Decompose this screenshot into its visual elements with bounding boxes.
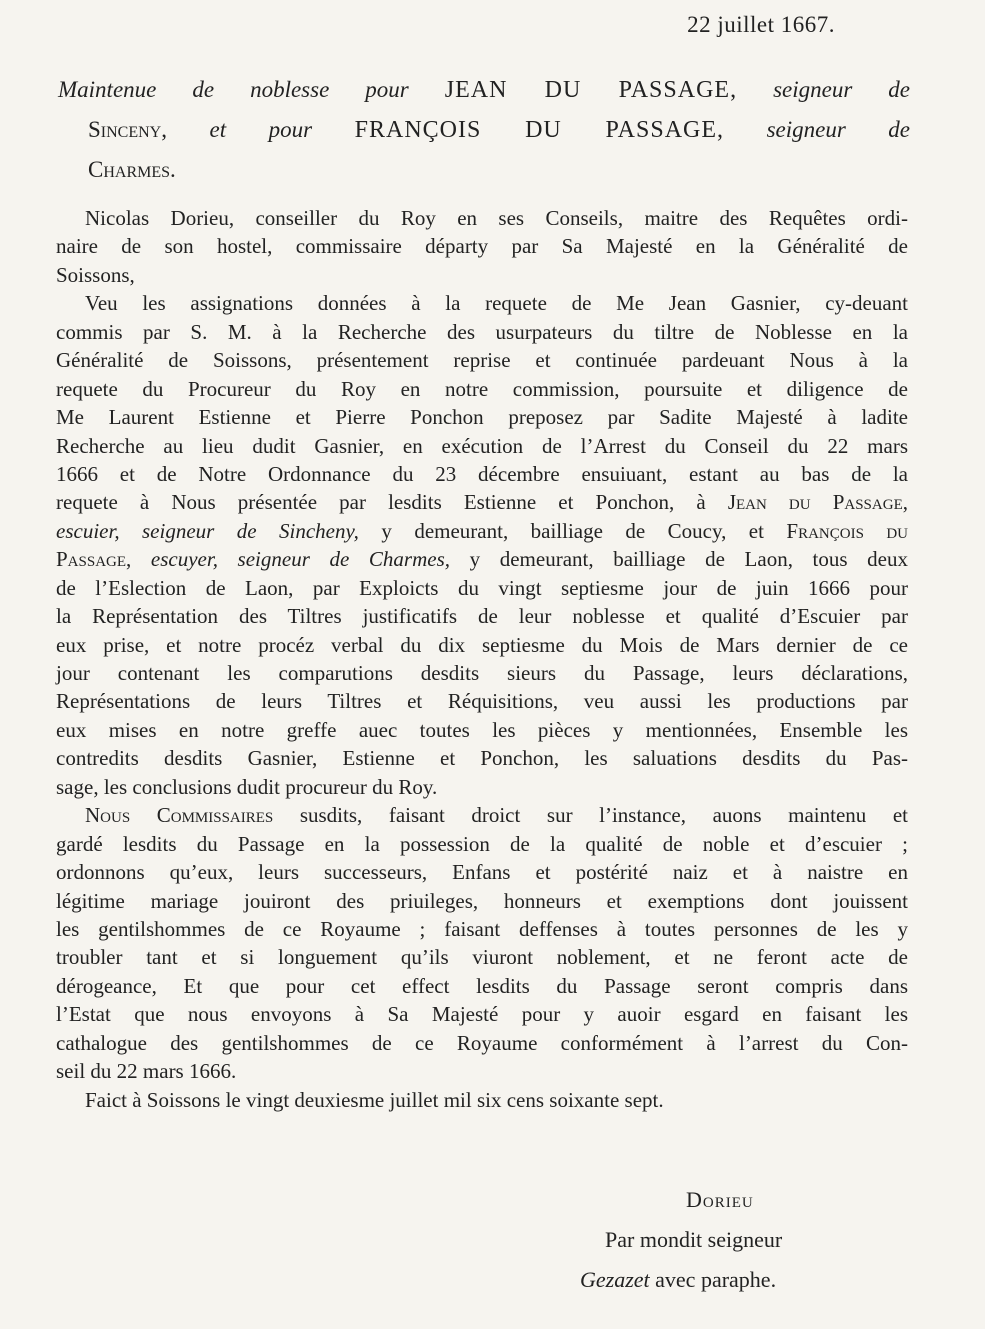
body-line: légitime mariage jouiront des priuileges, honneurs et exemptions dont jouissent [56, 888, 908, 913]
body-title-italic: escuyer, seigneur de Charmes, [150, 547, 450, 572]
body-text: y demeurant, bailliage de Coucy, et [381, 518, 764, 543]
body-line [56, 517, 908, 545]
body-commissaires: Nous Commissaires [85, 803, 274, 828]
heading-name-francois: FRANÇOIS DU PASSAGE, [354, 117, 725, 143]
heading-line-1 [58, 70, 910, 110]
document-heading [58, 70, 910, 190]
body-line: gardé lesdits du Passage en la possession de la qualité de noble et d’escuier ; [56, 831, 908, 856]
signature-paraphe-text: avec paraphe. [655, 1267, 777, 1292]
body-name-passage: Passage, [56, 547, 132, 572]
heading-line-3 [58, 150, 910, 190]
body-line: cathalogue des gentilshommes de ce Royaume conformément à l’arrest du Con- [56, 1030, 908, 1055]
signature-block [580, 1180, 880, 1300]
body-line: Généralité de Soissons, présentement reprise et continuée pardeuant Nous à la [56, 348, 908, 373]
body-line: seil du 22 mars 1666. [56, 1059, 237, 1084]
body-line: les gentilshommes de ce Royaume ; faisant deffenses à toutes personnes de les y [56, 916, 908, 941]
document-date: 22 juillet 1667. [687, 12, 835, 37]
heading-text: Maintenue de noblesse pour [58, 77, 409, 102]
body-line: naire de son hostel, commissaire départy par Sa Majesté en la Généralité de [56, 234, 908, 259]
body-line: 1666 et de Notre Ordonnance du 23 décembre ensuiuant, estant au bas de la [56, 461, 908, 486]
body-line: la Représentation des Tiltres justificatifs de leur noblesse et qualité d’Escuier par [56, 604, 908, 629]
heading-place-sinceny: Sinceny, [88, 117, 167, 142]
body-name-francois: François du [786, 518, 909, 543]
body-line [56, 488, 908, 516]
body-title-italic: escuier, seigneur de Sincheny, [56, 518, 359, 543]
body-line: troubler tant et si longuement qu’ils viuront noblement, et ne feront acte de [56, 945, 908, 970]
body-line: de l’Eslection de Laon, par Exploicts du vingt septiesme jour de juin 1666 pour [56, 575, 908, 600]
body-line [56, 801, 908, 829]
body-line: dérogeance, Et que pour cet effect lesdits du Passage seront compris dans [56, 973, 908, 998]
heading-text: seigneur de [766, 117, 911, 142]
signature-clerk-name: Gezazet [580, 1267, 650, 1292]
body-line: Nicolas Dorieu, conseiller du Roy en ses Conseils, maitre des Requêtes ordi- [85, 206, 908, 230]
body-line: sage, les conclusions dudit procureur du Roy. [56, 774, 438, 799]
heading-line-2 [58, 110, 910, 150]
body-name-jean: Jean du Passage, [727, 490, 908, 515]
heading-place-charmes: Charmes. [88, 157, 176, 182]
body-text: susdits, faisant droict sur l’instance, auons maintenu et [299, 803, 908, 828]
body-line: Faict à Soissons le vingt deuxiesme juillet mil six cens soixante sept. [85, 1087, 664, 1112]
body-text: y demeurant, bailliage de Laon, tous deux [469, 547, 908, 572]
heading-text: et pour [209, 117, 313, 142]
body-line: Représentations de leurs Tiltres et Réquisitions, veu aussi les productions par [56, 689, 908, 714]
body-line: ordonnons qu’eux, leurs successeurs, Enfans et postérité naiz et à naistre en [56, 860, 908, 885]
body-line: Me Laurent Estienne et Pierre Ponchon preposez par Sadite Majesté à ladite [56, 405, 908, 430]
heading-text: seigneur de [773, 77, 911, 102]
signature-name: Dorieu [686, 1187, 754, 1212]
signature-line-3 [580, 1260, 880, 1300]
body-line: eux mises en notre greffe auec toutes les pièces y mentionnées, Ensemble les [56, 717, 908, 742]
body-line: Recherche au lieu dudit Gasnier, en exécution de l’Arrest du Conseil du 22 mars [56, 433, 908, 458]
body-line: requete du Procureur du Roy en notre commission, poursuite et diligence de [56, 376, 908, 401]
document-body [56, 204, 908, 1114]
body-line: eux prise, et notre procéz verbal du dix septiesme du Mois de Mars dernier de ce [56, 632, 908, 657]
body-line: jour contenant les comparutions desdits sieurs du Passage, leurs déclarations, [56, 661, 908, 685]
body-line: commis par S. M. à la Recherche des usurpateurs du tiltre de Noblesse en la [56, 319, 908, 344]
body-line: Veu les assignations données à la requete de Me Jean Gasnier, cy-deuant [85, 291, 908, 316]
body-line [56, 545, 908, 573]
signature-line-2: Par mondit seigneur [605, 1227, 783, 1252]
body-line: l’Estat que nous envoyons à Sa Majesté pour y auoir esgard en faisant les [56, 1002, 908, 1027]
body-line: contredits desdits Gasnier, Estienne et Ponchon, les saluations desdits du Pas- [56, 746, 908, 771]
body-text: requete à Nous présentée par lesdits Estienne et Ponchon, à [56, 490, 706, 515]
body-line: Soissons, [56, 262, 135, 287]
heading-name-jean: JEAN DU PASSAGE, [444, 77, 738, 103]
